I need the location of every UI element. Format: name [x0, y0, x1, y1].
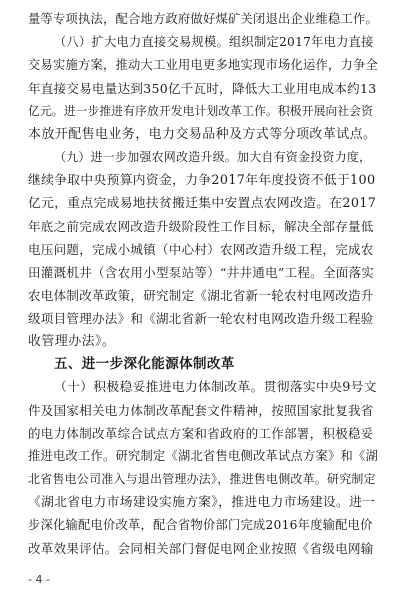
- text-line: 件及国家相关电力体制改革配套文件精神，按照国家批复我省: [28, 403, 374, 418]
- document-body: [28, 8, 378, 560]
- section-paragraph-8: （八）扩大电力直接交易规模。组织制定2017年电力直接: [54, 35, 374, 49]
- text-line: 推进电改工作。研究制定《湖北省售电侧改革试点方案》和《湖: [28, 449, 378, 463]
- text-line: 改革效果评估。会同相关部门督促电网企业按照《省级电网输: [28, 541, 374, 556]
- text-line: 步深化输配电价改革，配合省物价部门完成2016年度输配电价: [28, 518, 373, 532]
- text-line: 农电体制改革政策，研究制定《湖北省新一轮农村电网改造升: [28, 288, 374, 303]
- text-line: 电压问题，完成小城镇（中心村）农网改造升级工程，完成农: [28, 242, 374, 257]
- text-line: 继续争取中央预算内资金，力争2017年年度投资不低于100: [28, 173, 376, 188]
- text-line: 的电力体制改革综合试点方案和省政府的工作部署，积极稳妥: [28, 426, 374, 441]
- text-line: 田灌溉机井（含农用小型泵站等）“井井通电”工程。全面落实: [28, 265, 375, 280]
- section-heading: 五、进一步深化能源体制改革: [54, 356, 235, 372]
- text-line: 亿元，重点完成易地扶贫搬迁集中安置点农网改造。在2017: [28, 196, 377, 211]
- text-line: 收管理办法》。: [28, 334, 116, 349]
- text-line: 北省售电公司准入与退出管理办法》，推进售电侧改革。研究制定: [28, 472, 376, 486]
- section-paragraph-9: （九）进一步加强农网改造升级。加大自有资金投资力度，: [54, 150, 372, 164]
- page-number: - 4 -: [28, 573, 50, 586]
- text-line: 年直接交易电量达到350亿千瓦时，降低大工业用电成本约13: [28, 81, 377, 96]
- section-paragraph-10: （十）积极稳妥推进电力体制改革。贯彻落实中央9号文: [54, 380, 377, 395]
- text-line: 级项目管理办法》和《湖北省新一轮农村电网改造升级工程验: [28, 311, 374, 326]
- text-line: 交易实施方案，推动大工业用电更多地实现市场化运作，力争全: [28, 58, 378, 72]
- text-line: 量等专项执法，配合地方政府做好煤矿关闭退出企业维稳工作。: [28, 12, 378, 26]
- text-line: 本放开配售电业务，电力交易品种及方式等分项改革试点。: [28, 127, 377, 142]
- text-line: 《湖北省电力市场建设实施方案》，推进电力市场建设。进一: [28, 495, 376, 510]
- text-line: 年底之前完成农网改造升级阶段性工作目标，解决全部存量低: [28, 219, 374, 234]
- text-line: 亿元。进一步推进有序放开发电计划改革工作。积极开展向社会资: [28, 104, 374, 118]
